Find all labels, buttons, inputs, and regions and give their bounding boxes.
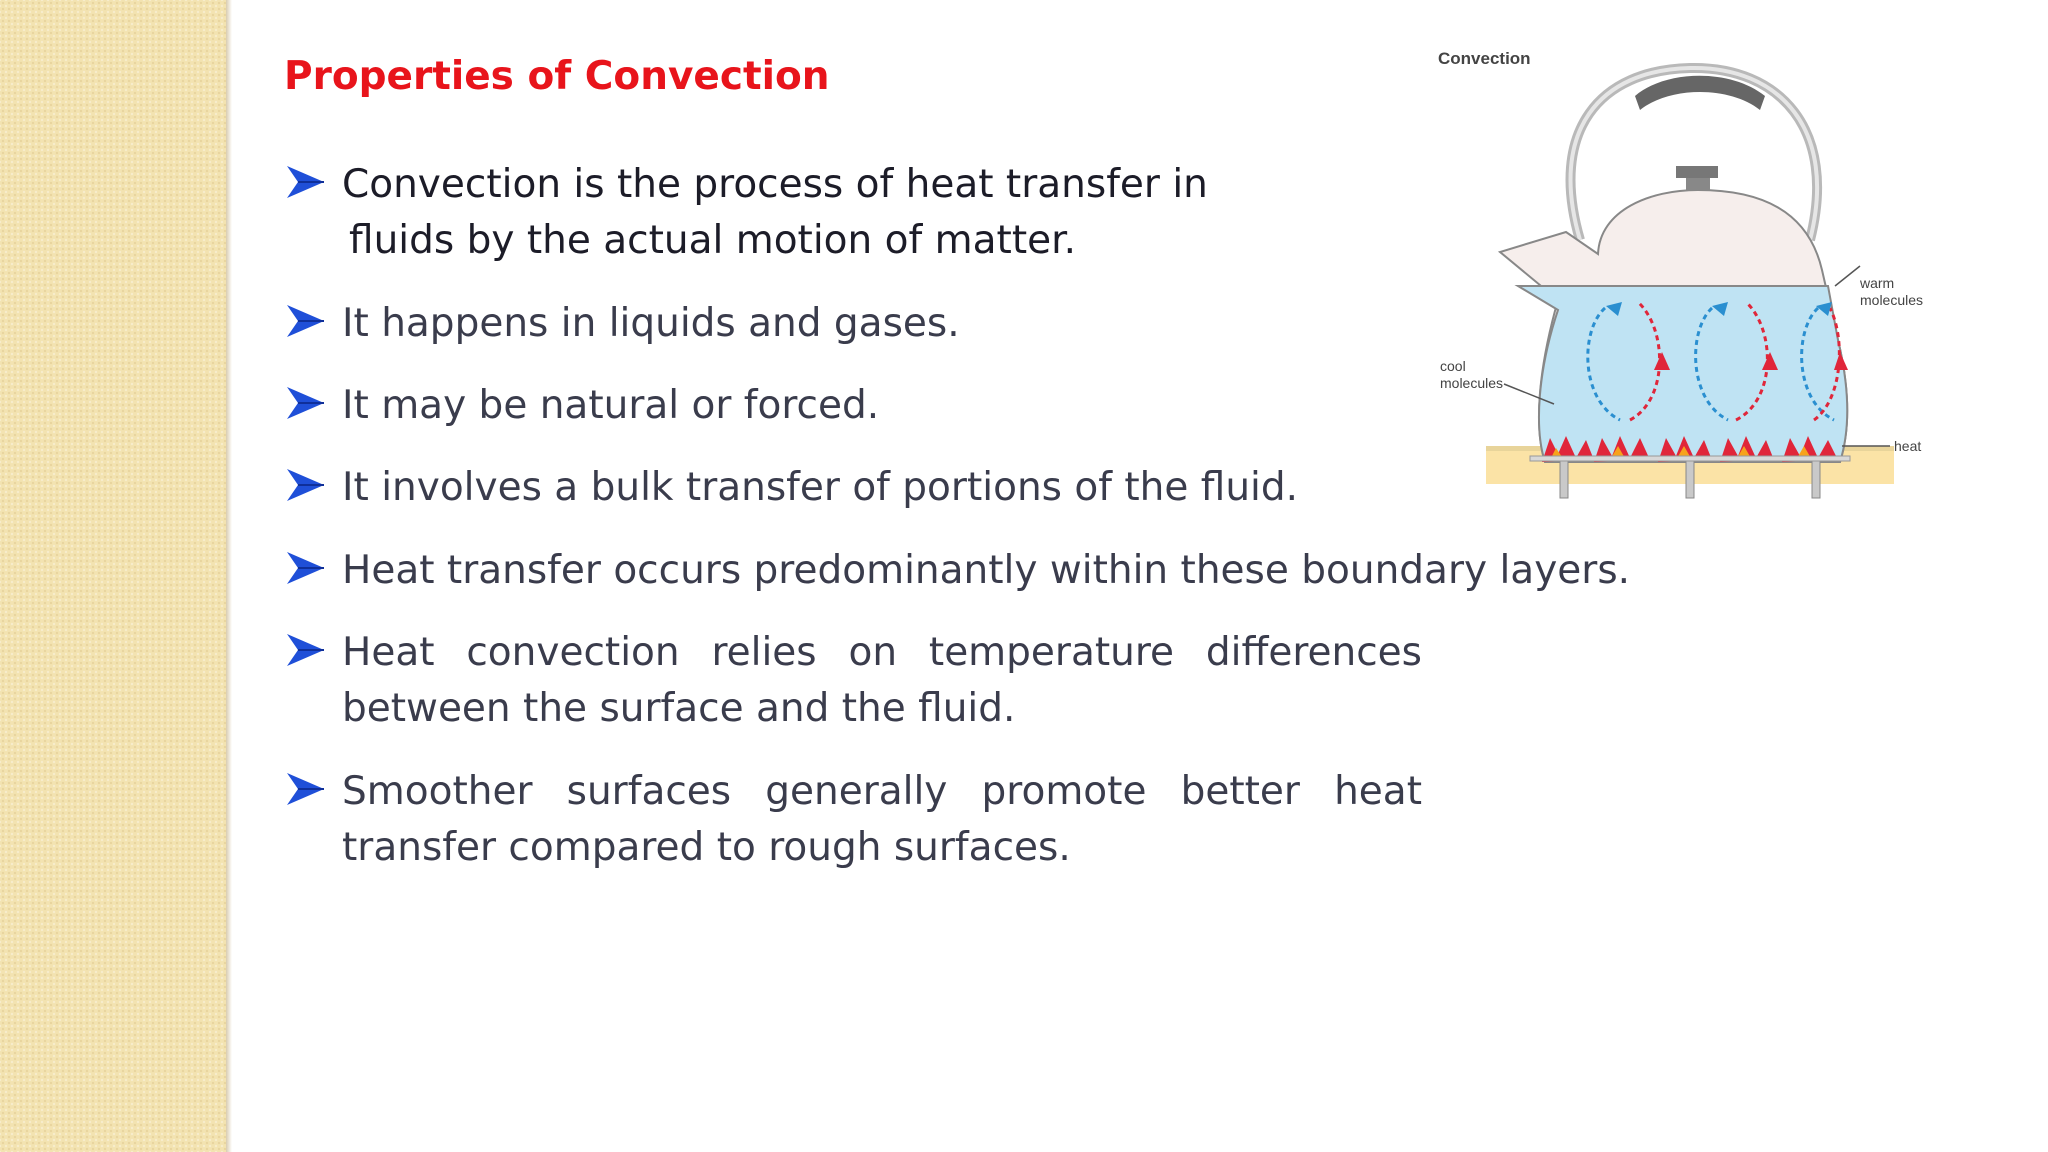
bullet-item (284, 296, 960, 352)
bullet-item (284, 378, 879, 434)
label-cool-line1: cool (1440, 358, 1466, 374)
bullet-item (284, 543, 1630, 599)
bullet-arrow-icon (284, 630, 326, 670)
bullet-item (284, 460, 1298, 516)
lid-stem (1686, 178, 1710, 190)
water (1518, 286, 1847, 462)
bullet-arrow-icon (284, 301, 326, 341)
lid-knob (1676, 166, 1718, 178)
label-cool-line2: molecules (1440, 375, 1504, 391)
kettle-convection-diagram (1430, 40, 1950, 500)
bullet-text: It involves a bulk transfer of portions of the fluid. (342, 465, 1299, 510)
bullet-item (284, 764, 1422, 876)
bullet-item (284, 157, 1208, 269)
bullet-arrow-icon (284, 162, 326, 202)
bullet-text (342, 157, 1208, 269)
bullet-arrow-icon (284, 465, 326, 505)
bullet-text: Heat convection relies on temperature differences between the surface and the fluid. (342, 630, 1422, 731)
warm-leader-line (1835, 266, 1860, 286)
label-heat: heat (1894, 438, 1922, 454)
label-warm-line1: warm (1860, 275, 1895, 291)
bullet-item (284, 625, 1422, 737)
decorative-side-band (0, 0, 226, 1152)
label-warm-line2: molecules (1860, 292, 1924, 308)
diagram-title: Convection (1438, 49, 1531, 68)
bullet-text: Smoother surfaces generally promote better heat transfer compared to rough surfaces. (342, 769, 1422, 870)
bullet-line: fluids by the actual motion of matter. (349, 218, 1076, 263)
bullet-text: It may be natural or forced. (342, 383, 880, 428)
bullet-line: Convection is the process of heat transfer in (342, 162, 1208, 207)
side-band-shadow (226, 0, 232, 1152)
bullet-arrow-icon (284, 383, 326, 423)
bullet-arrow-icon (284, 769, 326, 809)
bullet-arrow-icon (284, 548, 326, 588)
slide-title: Properties of Convection (284, 54, 830, 99)
bullet-text: It happens in liquids and gases. (342, 301, 960, 346)
bullet-text: Heat transfer occurs predominantly within these boundary layers. (342, 548, 1631, 593)
